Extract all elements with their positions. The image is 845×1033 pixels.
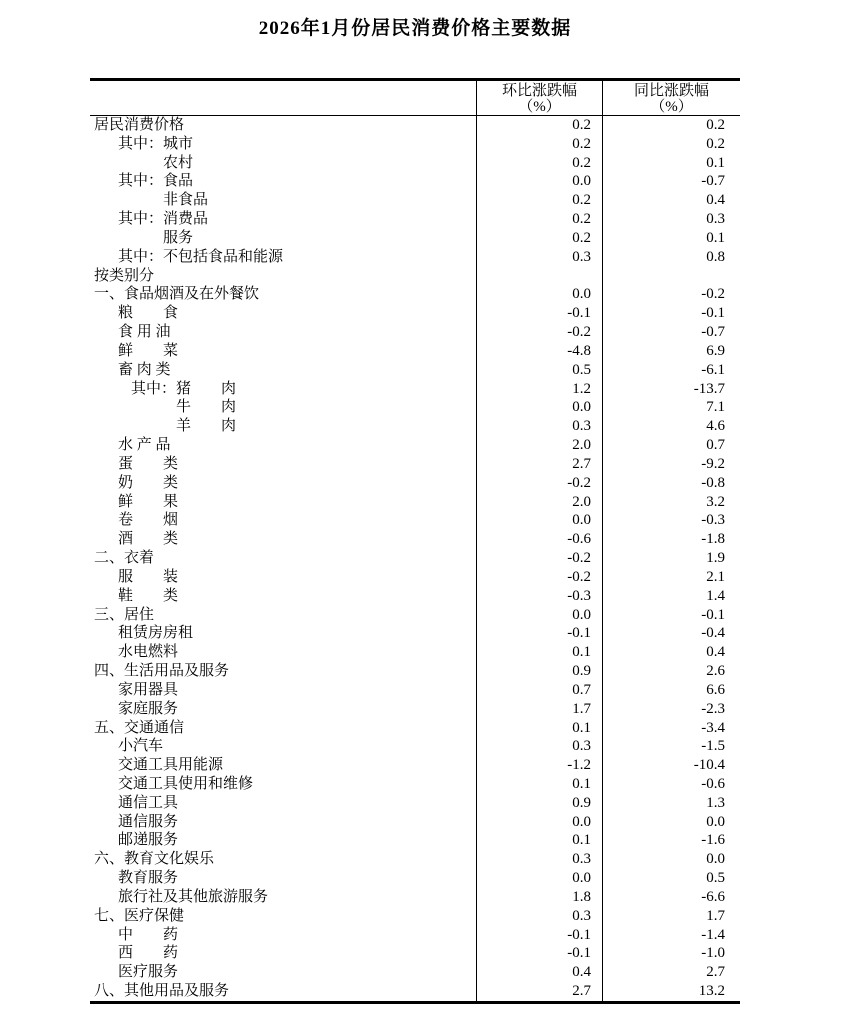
row-mom-value: 1.8 xyxy=(477,888,603,907)
table-header-row xyxy=(90,81,740,116)
row-mom-value: 2.0 xyxy=(477,493,603,512)
row-mom-value: 0.7 xyxy=(477,681,603,700)
row-yoy-value: -0.1 xyxy=(701,305,725,322)
row-yoy-value: -0.7 xyxy=(701,173,725,190)
table-row xyxy=(90,342,740,361)
table-row xyxy=(90,323,740,342)
table-row xyxy=(90,926,740,945)
table-row xyxy=(90,455,740,474)
table-row xyxy=(90,794,740,813)
row-yoy-value: 0.5 xyxy=(706,870,725,887)
row-yoy-value: 0.8 xyxy=(706,248,725,265)
row-yoy-value: -0.1 xyxy=(701,606,725,623)
table-row xyxy=(90,549,740,568)
row-yoy-value: -1.8 xyxy=(701,531,725,548)
row-mom-value: 0.2 xyxy=(477,229,603,248)
table-row xyxy=(90,719,740,738)
row-yoy-value: 1.9 xyxy=(706,550,725,567)
row-mom-value: 0.4 xyxy=(477,963,603,982)
row-label: 家庭服务 xyxy=(90,700,477,719)
row-yoy-value: 2.6 xyxy=(706,663,725,680)
row-yoy-value: 0.4 xyxy=(706,644,725,661)
table-row xyxy=(90,530,740,549)
header-mom-cell xyxy=(477,81,603,116)
row-label: 牛 肉 xyxy=(90,398,477,417)
header-yoy-cell xyxy=(603,81,740,116)
table-row xyxy=(90,210,740,229)
table-row xyxy=(90,587,740,606)
row-mom-value: -0.6 xyxy=(477,530,603,549)
row-yoy-value: 1.7 xyxy=(706,907,725,924)
row-mom-value: 0.3 xyxy=(477,737,603,756)
row-yoy-value: -1.6 xyxy=(701,832,725,849)
row-label: 教育服务 xyxy=(90,869,477,888)
row-yoy-value xyxy=(603,267,740,286)
row-yoy-value: 0.7 xyxy=(706,437,725,454)
page-title: 2026年1月份居民消费价格主要数据 xyxy=(258,18,572,39)
table-row xyxy=(90,869,740,888)
row-label: 其中：城市 xyxy=(90,135,477,154)
row-yoy-value: 0.2 xyxy=(706,135,725,152)
row-mom-value: 0.3 xyxy=(477,248,603,267)
row-mom-value: 0.0 xyxy=(477,511,603,530)
row-mom-value: 0.5 xyxy=(477,361,603,380)
table-row xyxy=(90,191,740,210)
table-row xyxy=(90,229,740,248)
row-mom-value: 0.1 xyxy=(477,831,603,850)
row-mom-value: 0.2 xyxy=(477,135,603,154)
row-label: 六、教育文化娱乐 xyxy=(90,850,477,869)
table-row xyxy=(90,662,740,681)
row-mom-value: 0.9 xyxy=(477,794,603,813)
row-mom-value: 0.0 xyxy=(477,606,603,625)
row-label: 八、其他用品及服务 xyxy=(90,982,477,1001)
row-yoy-value: 0.3 xyxy=(706,211,725,228)
table-row xyxy=(90,756,740,775)
table-row xyxy=(90,285,740,304)
row-mom-value: -0.1 xyxy=(477,304,603,323)
table-row xyxy=(90,568,740,587)
row-yoy-value: -6.1 xyxy=(701,361,725,378)
row-label: 服 装 xyxy=(90,568,477,587)
table-row xyxy=(90,643,740,662)
table-row xyxy=(90,474,740,493)
row-label: 畜 肉 类 xyxy=(90,361,477,380)
row-label: 四、生活用品及服务 xyxy=(90,662,477,681)
row-label: 旅行社及其他旅游服务 xyxy=(90,888,477,907)
row-yoy-value: -0.2 xyxy=(701,286,725,303)
row-mom-value: 2.7 xyxy=(477,455,603,474)
row-label: 卷 烟 xyxy=(90,511,477,530)
row-mom-value: 0.2 xyxy=(477,154,603,173)
table-row xyxy=(90,944,740,963)
row-yoy-value: 1.4 xyxy=(706,587,725,604)
row-mom-value: -0.2 xyxy=(477,568,603,587)
header-mom-unit: （%） xyxy=(518,99,561,115)
row-label: 小汽车 xyxy=(90,737,477,756)
row-yoy-value: -1.0 xyxy=(701,945,725,962)
row-label: 按类别分 xyxy=(90,267,477,286)
row-yoy-value: 6.9 xyxy=(706,342,725,359)
row-mom-value: -0.1 xyxy=(477,926,603,945)
row-yoy-value: -1.4 xyxy=(701,926,725,943)
row-label: 邮递服务 xyxy=(90,831,477,850)
row-label: 食 用 油 xyxy=(90,323,477,342)
row-yoy-value: -0.6 xyxy=(701,775,725,792)
row-mom-value: 0.3 xyxy=(477,850,603,869)
row-yoy-value: 0.2 xyxy=(706,117,725,133)
table-row xyxy=(90,982,740,1001)
row-mom-value xyxy=(477,267,603,286)
row-label: 五、交通通信 xyxy=(90,719,477,738)
row-label: 通信工具 xyxy=(90,794,477,813)
row-mom-value: -0.2 xyxy=(477,474,603,493)
table-row xyxy=(90,135,740,154)
row-label: 鞋 类 xyxy=(90,587,477,606)
table-row xyxy=(90,493,740,512)
table-row xyxy=(90,267,740,286)
row-yoy-value: -10.4 xyxy=(693,757,725,774)
table-row xyxy=(90,116,740,135)
table-row xyxy=(90,380,740,399)
row-mom-value: -0.1 xyxy=(477,944,603,963)
table-row xyxy=(90,681,740,700)
header-yoy-unit: （%） xyxy=(650,99,693,115)
row-label: 通信服务 xyxy=(90,813,477,832)
row-label: 居民消费价格 xyxy=(90,116,477,135)
row-mom-value: 0.9 xyxy=(477,662,603,681)
row-yoy-value: 6.6 xyxy=(706,681,725,698)
row-label: 粮 食 xyxy=(90,304,477,323)
table-row xyxy=(90,172,740,191)
table-row xyxy=(90,606,740,625)
row-yoy-value: -13.7 xyxy=(693,380,725,397)
row-mom-value: 1.7 xyxy=(477,700,603,719)
row-mom-value: 0.3 xyxy=(477,907,603,926)
row-yoy-value: -1.5 xyxy=(701,738,725,755)
table-row xyxy=(90,624,740,643)
row-mom-value: -0.2 xyxy=(477,323,603,342)
row-mom-value: 0.0 xyxy=(477,398,603,417)
row-label: 非食品 xyxy=(90,191,477,210)
row-label: 奶 类 xyxy=(90,474,477,493)
row-mom-value: 0.1 xyxy=(477,643,603,662)
row-label: 其中：不包括食品和能源 xyxy=(90,248,477,267)
row-yoy-value: -0.3 xyxy=(701,512,725,529)
table-row xyxy=(90,700,740,719)
table-row xyxy=(90,436,740,455)
row-label: 其中：消费品 xyxy=(90,210,477,229)
row-yoy-value: 13.2 xyxy=(698,983,725,1000)
row-label: 农村 xyxy=(90,154,477,173)
row-mom-value: -0.1 xyxy=(477,624,603,643)
row-mom-value: -0.2 xyxy=(477,549,603,568)
row-yoy-value: -0.7 xyxy=(701,324,725,341)
row-label: 七、医疗保健 xyxy=(90,907,477,926)
row-mom-value: 1.2 xyxy=(477,380,603,399)
row-label: 西 药 xyxy=(90,944,477,963)
table-row xyxy=(90,888,740,907)
table-row xyxy=(90,304,740,323)
row-mom-value: -0.3 xyxy=(477,587,603,606)
row-yoy-value: 2.7 xyxy=(706,964,725,981)
row-yoy-value: 0.0 xyxy=(706,813,725,830)
row-yoy-value: 0.1 xyxy=(706,154,725,171)
table-row xyxy=(90,907,740,926)
row-label: 三、居住 xyxy=(90,606,477,625)
cpi-data-table xyxy=(90,78,740,1004)
row-mom-value: 0.2 xyxy=(477,116,603,135)
row-label: 蛋 类 xyxy=(90,455,477,474)
row-mom-value: 0.2 xyxy=(477,191,603,210)
row-label: 中 药 xyxy=(90,926,477,945)
row-yoy-value: 2.1 xyxy=(706,568,725,585)
table-row xyxy=(90,831,740,850)
row-label: 水 产 品 xyxy=(90,436,477,455)
row-mom-value: 2.7 xyxy=(477,982,603,1001)
row-yoy-value: -0.8 xyxy=(701,474,725,491)
table-row xyxy=(90,361,740,380)
header-stub-cell xyxy=(90,81,477,116)
row-label: 其中：猪 肉 xyxy=(90,380,477,399)
row-label: 服务 xyxy=(90,229,477,248)
row-yoy-value: 0.0 xyxy=(706,851,725,868)
header-yoy-label: 同比涨跌幅 xyxy=(633,83,709,99)
row-label: 鲜 果 xyxy=(90,493,477,512)
row-yoy-value: -3.4 xyxy=(701,719,725,736)
row-mom-value: 0.2 xyxy=(477,210,603,229)
content-area xyxy=(90,0,740,1004)
row-mom-value: -4.8 xyxy=(477,342,603,361)
table-row xyxy=(90,963,740,982)
table-row xyxy=(90,813,740,832)
table-row xyxy=(90,775,740,794)
header-mom-label: 环比涨跌幅 xyxy=(501,83,577,99)
table-row xyxy=(90,737,740,756)
row-label: 家用器具 xyxy=(90,681,477,700)
row-mom-value: 0.3 xyxy=(477,417,603,436)
table-row xyxy=(90,154,740,173)
row-yoy-value: 4.6 xyxy=(706,418,725,435)
table-row xyxy=(90,248,740,267)
row-yoy-value: -2.3 xyxy=(701,700,725,717)
row-yoy-value: -0.4 xyxy=(701,625,725,642)
row-mom-value: 0.0 xyxy=(477,172,603,191)
row-yoy-value: -6.6 xyxy=(701,888,725,905)
row-label: 酒 类 xyxy=(90,530,477,549)
table-body xyxy=(90,116,740,1001)
row-mom-value: 0.1 xyxy=(477,775,603,794)
row-label: 羊 肉 xyxy=(90,417,477,436)
row-yoy-value: -9.2 xyxy=(701,455,725,472)
row-mom-value: 0.1 xyxy=(477,719,603,738)
row-yoy-value: 0.1 xyxy=(706,229,725,246)
row-yoy-value: 7.1 xyxy=(706,399,725,416)
row-mom-value: -1.2 xyxy=(477,756,603,775)
row-mom-value: 0.0 xyxy=(477,813,603,832)
row-mom-value: 2.0 xyxy=(477,436,603,455)
row-label: 鲜 菜 xyxy=(90,342,477,361)
table-row xyxy=(90,398,740,417)
row-label: 其中：食品 xyxy=(90,172,477,191)
row-label: 二、衣着 xyxy=(90,549,477,568)
row-yoy-value: 3.2 xyxy=(706,493,725,510)
row-yoy-value: 0.4 xyxy=(706,192,725,209)
table-row xyxy=(90,850,740,869)
row-mom-value: 0.0 xyxy=(477,869,603,888)
row-yoy-value: 1.3 xyxy=(706,794,725,811)
row-label: 交通工具使用和维修 xyxy=(90,775,477,794)
row-label: 水电燃料 xyxy=(90,643,477,662)
row-label: 一、食品烟酒及在外餐饮 xyxy=(90,285,477,304)
row-label: 租赁房房租 xyxy=(90,624,477,643)
row-mom-value: 0.0 xyxy=(477,285,603,304)
table-row xyxy=(90,417,740,436)
row-label: 医疗服务 xyxy=(90,963,477,982)
row-label: 交通工具用能源 xyxy=(90,756,477,775)
table-row xyxy=(90,511,740,530)
